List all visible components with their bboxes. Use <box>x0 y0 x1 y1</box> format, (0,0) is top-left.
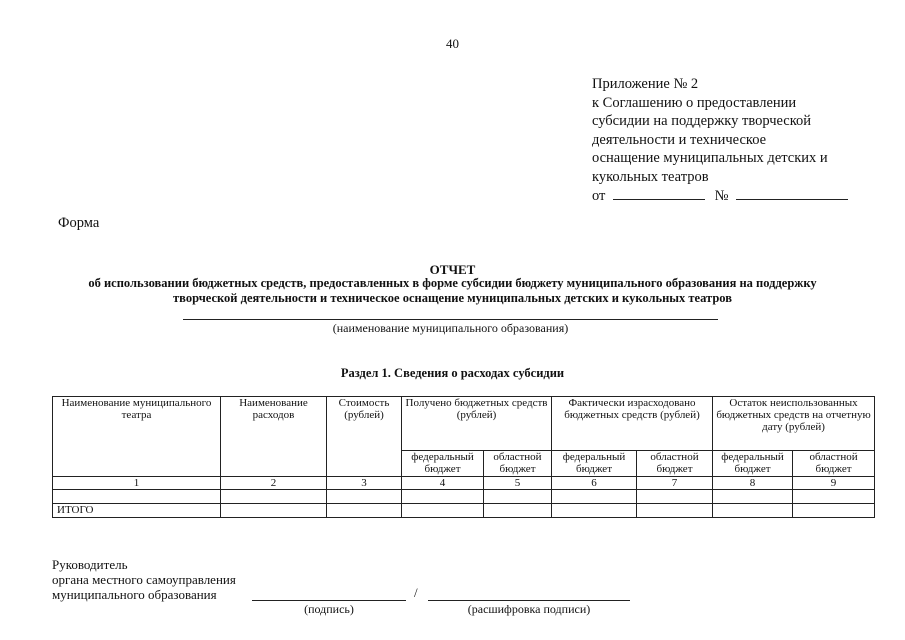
header-spent: Фактически израсходовано бюджетных средств (рублей) <box>552 397 713 451</box>
name-transcript-line <box>428 600 630 601</box>
signature-separator: / <box>414 585 418 600</box>
table-cell <box>793 504 875 518</box>
signature-caption: (подпись) <box>304 602 354 616</box>
report-subtitle-line: об использовании бюджетных средств, предоставленных в форме субсидии бюджету муниципального образования на поддержку <box>88 276 817 290</box>
table-cell <box>713 504 793 518</box>
table-row <box>53 490 875 504</box>
table-cell <box>793 490 875 504</box>
appendix-line: Приложение № 2 <box>592 76 699 92</box>
date-blank <box>613 186 705 200</box>
total-label: ИТОГО <box>53 504 221 518</box>
table-cell <box>637 490 713 504</box>
subheader-regional: областной бюджет <box>793 451 875 477</box>
column-number: 2 <box>221 477 327 490</box>
column-number-row <box>53 477 875 490</box>
municipality-caption: (наименование муниципального образования) <box>332 321 569 335</box>
subheader-regional: областной бюджет <box>484 451 552 477</box>
section-title: Раздел 1. Сведения о расходах субсидии <box>340 366 565 380</box>
signatory-role-line: муниципального образования <box>52 587 217 602</box>
subheader-regional: областной бюджет <box>637 451 713 477</box>
appendix-date-number-line <box>592 186 892 206</box>
appendix-line: кукольных театров <box>592 168 709 185</box>
column-number: 7 <box>637 477 713 490</box>
table-cell <box>552 490 637 504</box>
name-transcript-caption: (расшифровка подписи) <box>467 602 591 616</box>
column-number: 1 <box>53 477 221 490</box>
signature-line <box>252 600 406 601</box>
number-blank <box>736 186 848 200</box>
table-cell <box>637 504 713 518</box>
table-cell <box>402 504 484 518</box>
table-cell <box>327 504 402 518</box>
table-cell <box>221 504 327 518</box>
header-expense: Наименование расходов <box>221 397 327 477</box>
table-cell <box>484 490 552 504</box>
header-received: Получено бюджетных средств (рублей) <box>402 397 552 451</box>
report-subtitle-line: творческой деятельности и техническое оснащение муниципальных детских и кукольных театров <box>173 291 732 305</box>
subheader-federal: федеральный бюджет <box>552 451 637 477</box>
total-row <box>53 504 875 518</box>
table-cell <box>402 490 484 504</box>
municipality-name-line <box>183 319 718 320</box>
column-number: 4 <box>402 477 484 490</box>
from-label: от <box>592 188 606 204</box>
report-subtitle <box>40 276 865 306</box>
page-number: 40 <box>446 36 459 51</box>
column-number: 9 <box>793 477 875 490</box>
table-cell <box>221 490 327 504</box>
header-remaining: Остаток неиспользованных бюджетных средств на отчетную дату (рублей) <box>713 397 875 451</box>
report-title: ОТЧЕТ <box>429 262 476 277</box>
table-cell <box>713 490 793 504</box>
form-label: Форма <box>58 215 100 231</box>
appendix-block <box>592 75 892 206</box>
column-number: 3 <box>327 477 402 490</box>
appendix-line: деятельности и техническое <box>592 131 767 148</box>
table-cell <box>552 504 637 518</box>
subheader-federal: федеральный бюджет <box>402 451 484 477</box>
column-number: 8 <box>713 477 793 490</box>
column-number: 6 <box>552 477 637 490</box>
table-cell <box>53 490 221 504</box>
header-theatre: Наименование муниципального театра <box>53 397 221 477</box>
subheader-federal: федеральный бюджет <box>713 451 793 477</box>
number-label: № <box>714 188 729 204</box>
signatory-role-line: органа местного самоуправления <box>52 572 236 587</box>
table-cell <box>327 490 402 504</box>
table-cell <box>484 504 552 518</box>
column-number: 5 <box>484 477 552 490</box>
expenses-table <box>52 396 875 518</box>
appendix-line: оснащение муниципальных детских и <box>592 150 828 166</box>
appendix-line: субсидии на поддержку творческой <box>592 113 812 129</box>
signatory-role-line: Руководитель <box>52 557 128 572</box>
appendix-line: к Соглашению о предоставлении <box>592 94 797 111</box>
signatory-role <box>52 557 236 602</box>
header-cost: Стоимость (рублей) <box>327 397 402 477</box>
